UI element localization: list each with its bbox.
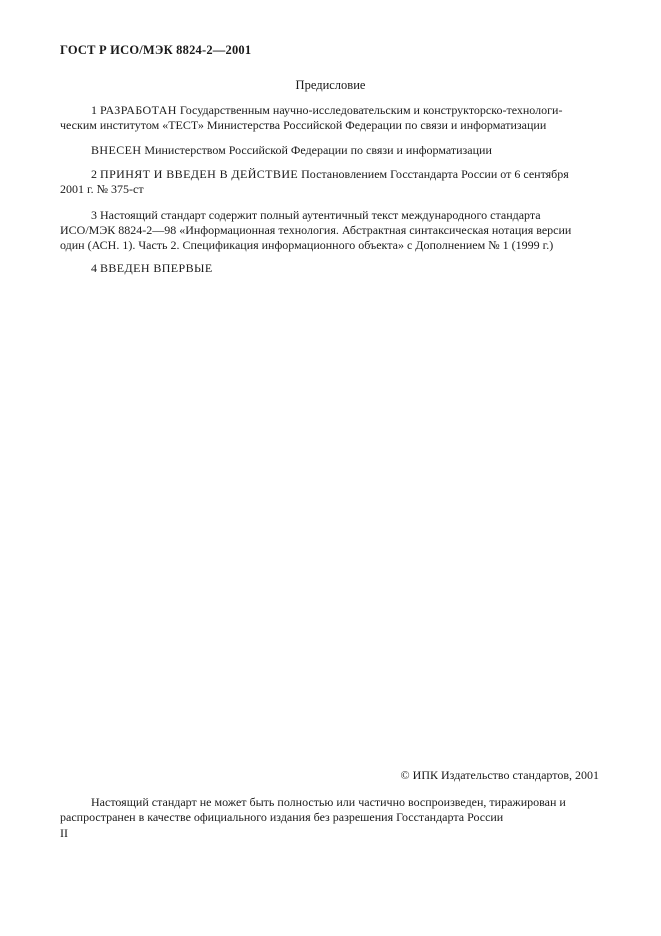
item-text: Постановлением Госстандарта России от 6 сентября (301, 167, 569, 181)
reproduction-notice (60, 795, 600, 825)
paragraph-introduced (60, 143, 600, 158)
page-number: II (60, 826, 68, 840)
item-number: 4 (91, 261, 97, 275)
item-text-continued: 2001 г. № 375-ст (60, 182, 144, 196)
item-text: Министерством Российской Федерации по связи и информатизации (144, 143, 492, 157)
item-text-continued: ИСО/МЭК 8824-2—98 «Информационная технология. Абстрактная синтаксическая нотация версии (60, 223, 572, 237)
item-text: Настоящий стандарт содержит полный аутентичный текст международного стандарта (100, 208, 541, 222)
notice-line-continued: распространен в качестве официального издания без разрешения Госстандарта России (60, 810, 504, 824)
item-number: 1 (91, 103, 97, 117)
item-lead: РАЗРАБОТАН (100, 103, 177, 117)
item-lead: ПРИНЯТ И ВВЕДЕН В ДЕЙСТВИЕ (100, 167, 299, 181)
item-text: Государственным научно-исследовательским и конструкторско-технологи- (179, 103, 563, 117)
item-number: 2 (91, 167, 97, 181)
paragraph-contents (60, 208, 600, 253)
item-lead: ВНЕСЕН (91, 143, 142, 157)
item-text-continued: ческим институтом «ТЕСТ» Министерства Российской Федерации по связи и информатизации (60, 118, 547, 132)
copyright-notice: © ИПК Издательство стандартов, 2001 (400, 768, 599, 782)
paragraph-first-introduced (60, 261, 600, 276)
notice-line: Настоящий стандарт не может быть полностью или частично воспроизведен, тиражирован и (91, 795, 566, 809)
item-text-continued: один (АСН. 1). Часть 2. Спецификация информационного объекта» с Дополнением № 1 (1999 г.) (60, 238, 554, 252)
item-number: 3 (91, 208, 97, 222)
section-title: Предисловие (295, 78, 366, 92)
item-lead: ВВЕДЕН ВПЕРВЫЕ (100, 261, 213, 275)
standard-header: ГОСТ Р ИСО/МЭК 8824-2—2001 (60, 43, 252, 57)
paragraph-developed (60, 103, 600, 133)
paragraph-adopted (60, 167, 600, 197)
